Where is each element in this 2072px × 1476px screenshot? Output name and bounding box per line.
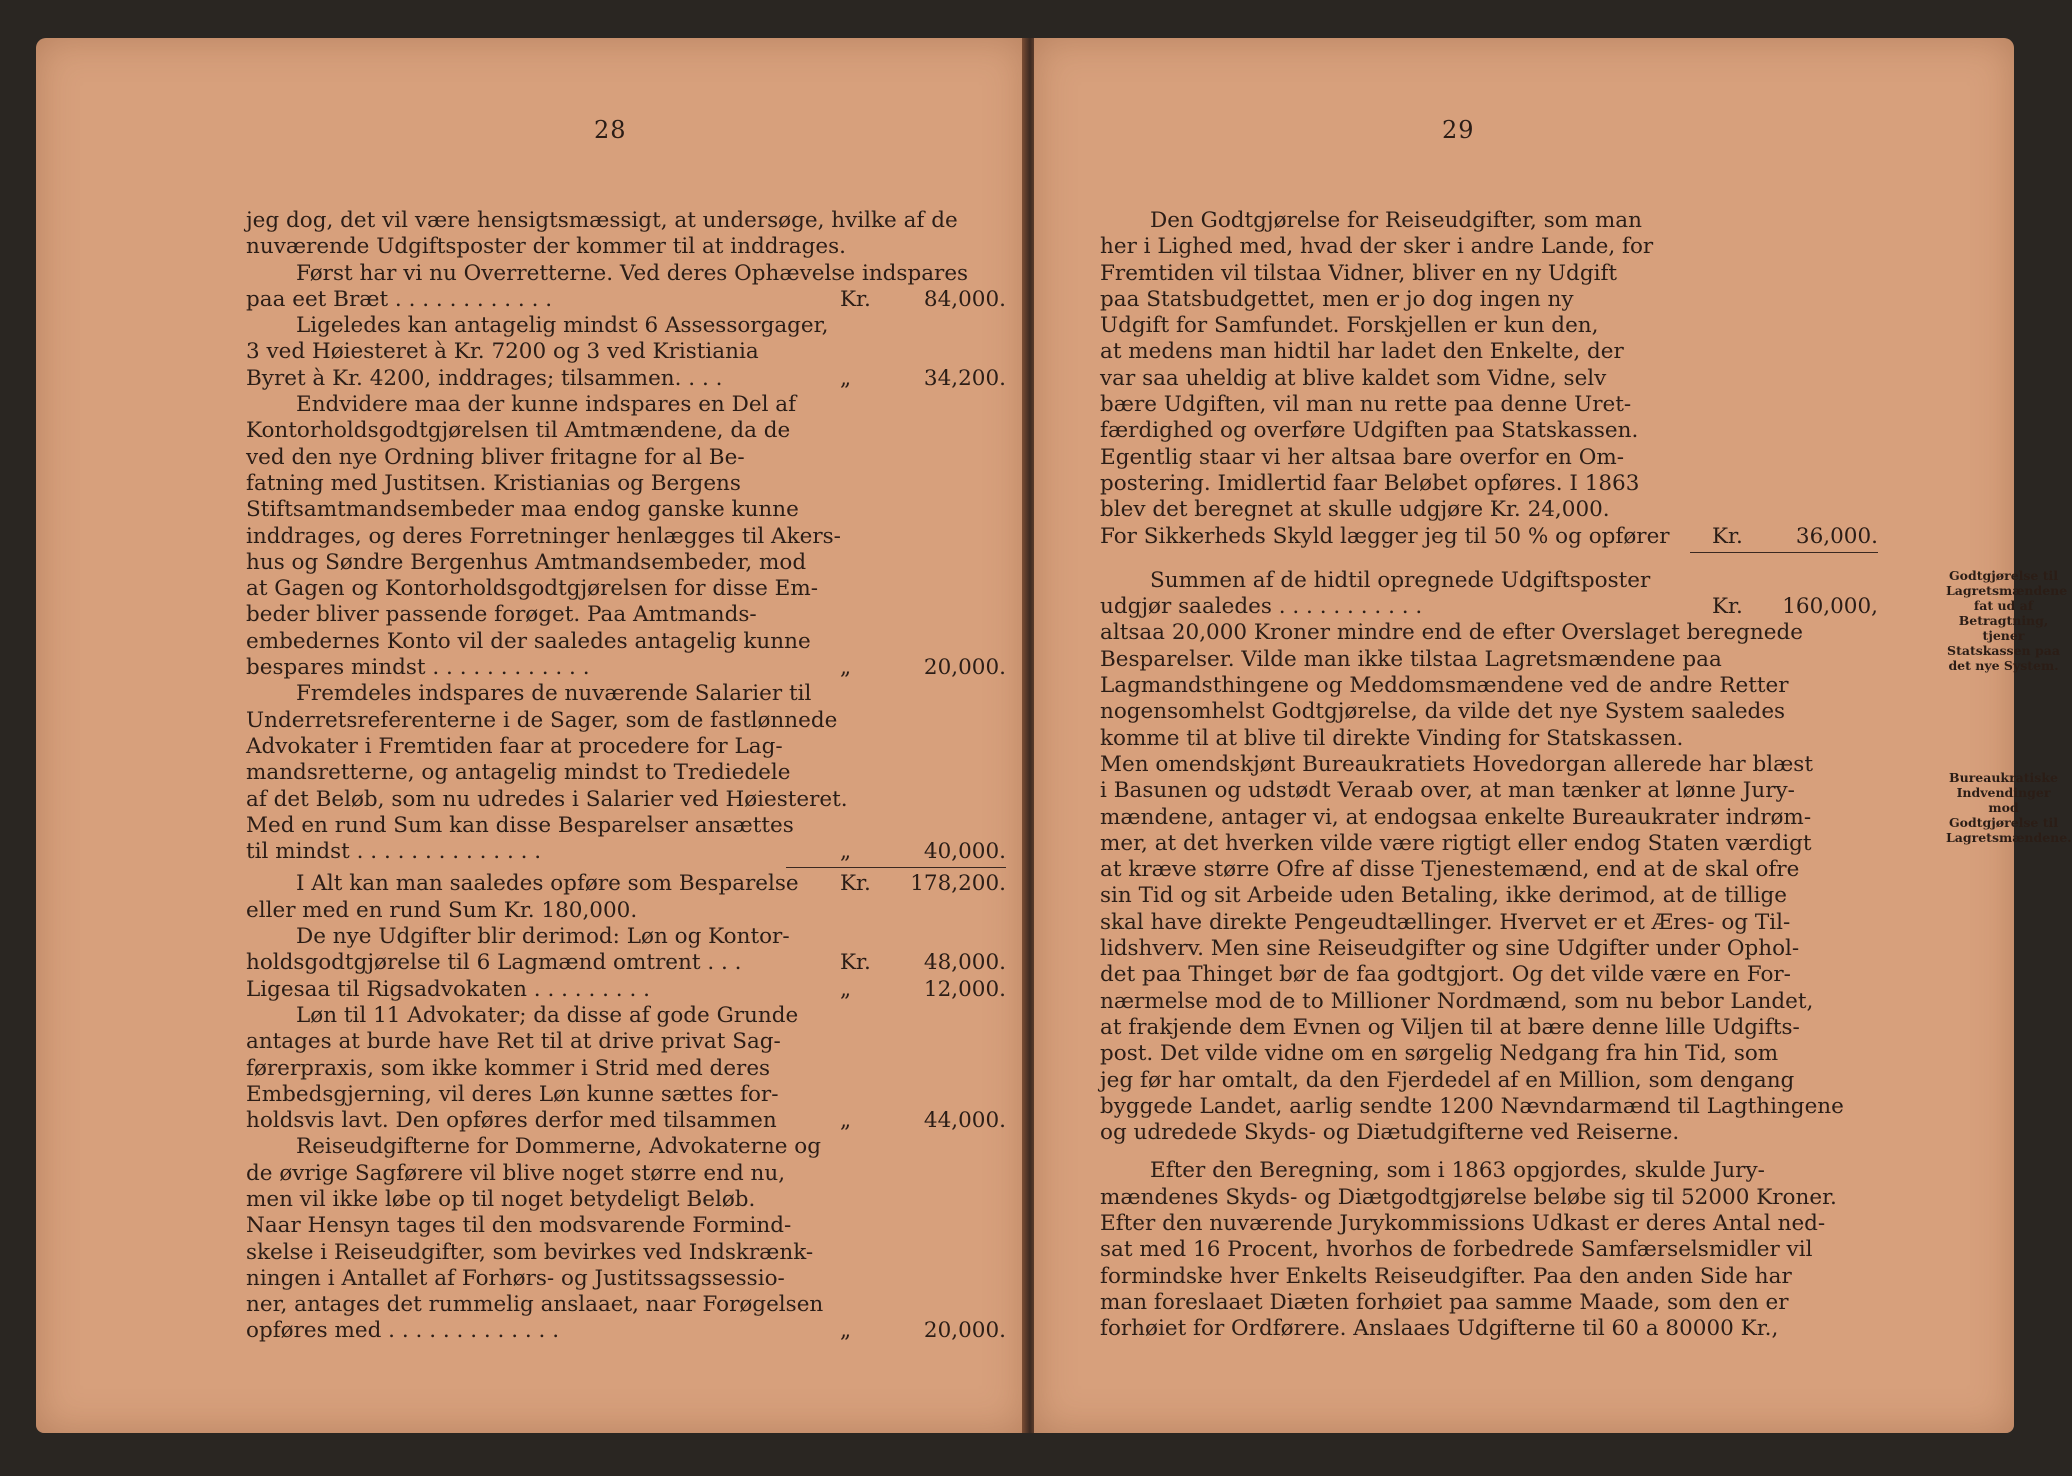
sum-rule [786,867,1006,868]
text-line [1100,418,1878,444]
line-text: og udredede Skyds- og Diætudgifterne ved Reiserne. [1100,1120,1680,1146]
right-text-column [1100,208,1878,1342]
amount-column [834,977,1006,1003]
text-line [1100,831,1878,857]
line-text: Udgift for Samfundet. Forskjellen er kun den, [1100,313,1599,339]
line-text: ner, antages det rummelig anslaaet, naar Forøgelsen [246,1292,824,1318]
line-text: Naar Hensyn tages til den modsvarende Formind- [246,1213,792,1239]
text-line [1100,594,1878,620]
line-text: Efter den nuværende Jurykommissions Udkast er deres Antal ned- [1100,1210,1826,1236]
amount-value: 34,200. [923,365,1006,391]
text-line [1100,1316,1878,1342]
amount-value: 84,000. [923,286,1006,312]
text-line [246,977,1006,1003]
sum-rule [1690,552,1878,553]
line-text: antages at burde have Ret til at drive privat Sag- [246,1029,781,1055]
line-text: komme til at blive til direkte Vinding for Statskassen. [1100,725,1684,751]
text-line [246,366,1006,392]
amount-column [1706,594,1878,620]
right-page [1034,38,2072,1433]
line-text: at medens man hidtil har ladet den Enkelte, der [1100,339,1624,365]
text-line [1100,620,1878,646]
currency-mark: Kr. [1712,594,1743,620]
line-text: Med en rund Sum kan disse Besparelser ansættes [246,812,794,838]
amount-value: 40,000. [923,839,1006,865]
text-line [246,924,1006,950]
text-line [1100,1237,1878,1263]
text-line [246,629,1006,655]
amount-column [834,950,1006,976]
text-line [246,1292,1006,1318]
text-line [1100,1015,1878,1041]
text-line [246,1187,1006,1213]
text-line [246,497,1006,523]
amount-value: 36,000. [1795,523,1878,549]
text-line [1100,1068,1878,1094]
currency-mark: „ [840,655,852,681]
text-line [1100,1264,1878,1290]
text-line [246,550,1006,576]
line-text: blev det beregnet at skulle udgjøre Kr. 24,000. [1100,497,1610,523]
line-text: nogensomhelst Godtgjørelse, da vilde det nye System saaledes [1100,699,1786,725]
margin-note: Bureaukratiske Indvendinger mod Godtgjørelse til Lagretsmændene. [1946,770,2072,845]
text-line [246,602,1006,628]
line-text: Summen af de hidtil opregnede Udgiftsposter [1150,567,1651,593]
text-line [1100,1158,1878,1184]
text-line [246,950,1006,976]
paragraph-gap [1100,556,1878,568]
currency-mark: „ [840,976,852,1002]
line-text: Besparelser. Vilde man ikke tilstaa Lagretsmændene paa [1100,646,1722,672]
text-line [246,287,1006,313]
amount-value: 44,000. [923,1108,1006,1134]
line-text: var saa uheldig at blive kaldet som Vidne, selv [1100,365,1607,391]
line-text: skal have direkte Pengeudtællinger. Hvervet er et Æres- og Til- [1100,909,1791,935]
line-text: Fremdeles indspares de nuværende Salarier til [296,681,812,707]
text-line [246,734,1006,760]
text-line [1100,647,1878,673]
line-text: Løn til 11 Advokater; da disse af gode Grunde [296,1002,799,1028]
text-line [246,576,1006,602]
currency-mark: „ [840,365,852,391]
text-line [246,1108,1006,1134]
line-text: beder bliver passende forøget. Paa Amtmands- [246,602,757,628]
text-line [1100,778,1878,804]
amount-column [1706,524,1878,550]
paragraph-gap [1100,1146,1878,1158]
line-text: inddrages, og deres Forretninger henlægges til Akers- [246,523,841,549]
text-line [246,445,1006,471]
line-text: paa Statsbudgettet, men er jo dog ingen ny [1100,286,1574,312]
line-text: bespares mindst . . . . . . . . . . . . [246,655,590,681]
text-line [246,681,1006,707]
text-line [246,839,1006,865]
amount-column [834,287,1006,313]
text-line [1100,234,1878,260]
line-text: embedernes Konto vil der saaledes antagelig kunne [246,628,811,654]
text-line [246,708,1006,734]
amount-column [834,839,1006,865]
text-line [1100,1094,1878,1120]
line-text: at frakjende dem Evnen og Viljen til at bære denne lille Udgifts- [1100,1014,1800,1040]
line-text: Efter den Beregning, som i 1863 opgjordes, skulde Jury- [1150,1158,1765,1184]
text-line [1100,568,1878,594]
text-line [1100,366,1878,392]
text-line [1100,497,1878,523]
page-number: 28 [594,116,627,144]
line-text: at Gagen og Kontorholdsgodtgjørelsen for disse Em- [246,576,819,602]
line-text: eller med en rund Sum Kr. 180,000. [246,897,638,923]
text-line [246,760,1006,786]
text-line [1100,883,1878,909]
text-line [1100,445,1878,471]
text-line [1100,989,1878,1015]
line-text: Men omendskjønt Bureaukratiets Hovedorgan allerede har blæst [1100,751,1813,777]
amount-value: 48,000. [923,950,1006,976]
text-line [246,1056,1006,1082]
line-text: udgjør saaledes . . . . . . . . . . . [1100,594,1423,620]
line-text: i Basunen og udstødt Veraab over, at man tænker at lønne Jury- [1100,778,1795,804]
text-line [246,1003,1006,1029]
line-text: Lagmandsthingene og Meddomsmændene ved de andre Retter [1100,673,1789,699]
currency-mark: Kr. [840,286,871,312]
text-line [246,655,1006,681]
text-line [246,471,1006,497]
line-text: mer, at det hverken vilde være rigtigt eller endog Staten værdigt [1100,830,1812,856]
line-text: til mindst . . . . . . . . . . . . . . [246,839,542,865]
left-page [36,38,1026,1433]
text-line [246,392,1006,418]
text-line [1100,752,1878,778]
amount-value: 12,000. [923,976,1006,1002]
line-text: sat med 16 Procent, hvorhos de forbedrede Samfærselsmidler vil [1100,1237,1813,1263]
line-text: fatning med Justitsen. Kristianias og Bergens [246,470,741,496]
text-line [1100,1041,1878,1067]
text-line [246,1134,1006,1160]
text-line [1100,339,1878,365]
currency-mark: „ [840,1108,852,1134]
currency-mark: Kr. [840,871,871,897]
text-line [1100,699,1878,725]
line-text: 3 ved Høiesteret à Kr. 7200 og 3 ved Kristiania [246,339,759,365]
line-text: Byret à Kr. 4200, inddrages; tilsammen. . . . [246,365,723,391]
text-line [246,871,1006,897]
line-text: nærmelse mod de to Millioner Nordmænd, som nu bebor Landet, [1100,988,1814,1014]
amount-value: 160,000, [1782,594,1878,620]
line-text: det paa Thinget bør de faa godtgjort. Og det vilde være en For- [1100,962,1791,988]
text-line [1100,392,1878,418]
text-line [1100,1211,1878,1237]
currency-mark: „ [840,1318,852,1344]
line-text: formindske hver Enkelts Reiseudgifter. Paa den anden Side har [1100,1263,1792,1289]
text-line [1100,471,1878,497]
line-text: hus og Søndre Bergenhus Amtmandsembeder, mod [246,549,807,575]
line-text: sin Tid og sit Arbeide uden Betaling, ikke derimod, at de tillige [1100,883,1787,909]
line-text: paa eet Bræt . . . . . . . . . . . . [246,286,553,312]
text-line [1100,208,1878,234]
text-line [1100,910,1878,936]
text-line [1100,805,1878,831]
line-text: holdsvis lavt. Den opføres derfor med tilsammen [246,1108,777,1134]
amount-value: 178,200. [910,871,1006,897]
line-text: post. Det vilde vidne om en sørgelig Nedgang fra hin Tid, som [1100,1041,1779,1067]
text-line [1100,936,1878,962]
currency-mark: Kr. [840,950,871,976]
margin-note: Godtgjørelse til Lagretsmændene fat ud af Betragtning, tjener Statskassen paa det nye System. [1946,568,2068,673]
text-line [1100,962,1878,988]
line-text: jeg før har omtalt, da den Fjerdedel af en Million, som dengang [1100,1067,1795,1093]
text-line [1100,726,1878,752]
line-text: For Sikkerheds Skyld lægger jeg til 50 % og opfører [1100,523,1670,549]
amount-column [834,366,1006,392]
line-text: forhøiet for Ordførere. Anslaaes Udgifterne til 60 a 80000 Kr., [1100,1316,1779,1342]
line-text: I Alt kan man saaledes opføre som Besparelse [296,871,799,897]
amount-value: 20,000. [923,655,1006,681]
text-line [1100,313,1878,339]
line-text: Den Godtgjørelse for Reiseudgifter, som man [1150,208,1642,233]
text-line [246,1082,1006,1108]
text-line [1100,1185,1878,1211]
text-line [246,339,1006,365]
line-text: her i Lighed med, hvad der sker i andre Lande, for [1100,234,1654,260]
line-text: Embedsgjerning, vil deres Løn kunne sættes for- [246,1081,779,1107]
line-text: De nye Udgifter blir derimod: Løn og Kontor- [296,924,790,950]
text-line [246,1161,1006,1187]
text-line [246,1029,1006,1055]
line-text: man foreslaaet Diæten forhøiet paa samme Maade, som den er [1100,1289,1789,1315]
line-text: mændene, antager vi, at endogsaa enkelte Bureaukrater indrøm- [1100,804,1812,830]
text-line [246,1240,1006,1266]
line-text: at kræve større Ofre af disse Tjenestemænd, end at de skal ofre [1100,857,1800,883]
text-line [1100,1290,1878,1316]
line-text: bære Udgiften, vil man nu rette paa denne Uret- [1100,392,1632,418]
line-text: men vil ikke løbe op til noget betydeligt Beløb. [246,1186,756,1212]
line-text: altsaa 20,000 Kroner mindre end de efter Overslaget beregnede [1100,620,1803,646]
line-text: de øvrige Sagførere vil blive noget større end nu, [246,1160,786,1186]
line-text: Reiseudgifterne for Dommerne, Advokaterne og [296,1134,821,1160]
text-line [246,1213,1006,1239]
amount-column [834,1318,1006,1344]
line-text: postering. Imidlertid faar Beløbet opføres. I 1863 [1100,470,1640,496]
line-text: holdsgodtgjørelse til 6 Lagmænd omtrent . . . [246,950,742,976]
amount-value: 20,000. [923,1318,1006,1344]
line-text: Endvidere maa der kunne indspares en Del af [296,392,797,418]
text-line [246,787,1006,813]
line-text: førerpraxis, som ikke kommer i Strid med deres [246,1055,771,1081]
currency-mark: Kr. [1712,523,1743,549]
line-text: jeg dog, det vil være hensigtsmæssigt, at undersøge, hvilke af de [246,208,958,233]
line-text: Ligeledes kan antagelig mindst 6 Assessorgager, [296,313,829,339]
text-line [1100,287,1878,313]
line-text: byggede Landet, aarlig sendte 1200 Nævndarmænd til Lagthingene [1100,1093,1844,1119]
line-text: mandsretterne, og antagelig mindst to Trediedele [246,760,791,786]
amount-column [834,871,1006,897]
amount-column [834,1108,1006,1134]
text-line [246,208,1006,234]
line-text: færdighed og overføre Udgiften paa Statskassen. [1100,418,1639,444]
text-line [246,1266,1006,1292]
amount-column [834,655,1006,681]
line-text: Underretsreferenterne i de Sager, som de fastlønnede [246,707,838,733]
text-line [246,1318,1006,1344]
left-text-column [246,208,1006,1345]
line-text: ningen i Antallet af Forhørs- og Justitssagssessio- [246,1265,785,1291]
line-text: af det Beløb, som nu udredes i Salarier ved Høiesteret. [246,786,848,812]
text-line [246,234,1006,260]
line-text: opføres med . . . . . . . . . . . . . [246,1318,560,1344]
line-text: Først har vi nu Overretterne. Ved deres Ophævelse indspares [296,260,969,286]
line-text: Advokater i Fremtiden faar at procedere for Lag- [246,733,783,759]
text-line [246,261,1006,287]
line-text: ved den nye Ordning bliver fritagne for al Be- [246,444,745,470]
line-text: Ligesaa til Rigsadvokaten . . . . . . . . . [246,976,650,1002]
text-line [246,898,1006,924]
text-line [246,813,1006,839]
text-line [1100,261,1878,287]
line-text: Kontorholdsgodtgjørelsen til Amtmændene, da de [246,418,791,444]
text-line [246,524,1006,550]
text-line [1100,673,1878,699]
line-text: Fremtiden vil tilstaa Vidner, bliver en ny Udgift [1100,260,1618,286]
line-text: Stiftsamtmandsembeder maa endog ganske kunne [246,497,799,523]
text-line [1100,524,1878,550]
text-line [1100,857,1878,883]
currency-mark: „ [840,839,852,865]
text-line [246,313,1006,339]
text-line [1100,1120,1878,1146]
line-text: nuværende Udgiftsposter der kommer til at inddrages. [246,234,846,260]
text-line [246,418,1006,444]
line-text: mændenes Skyds- og Diætgodtgjørelse beløbe sig til 52000 Kroner. [1100,1184,1837,1210]
page-number: 29 [1442,116,1475,144]
line-text: Egentlig staar vi her altsaa bare overfor en Om- [1100,444,1625,470]
line-text: lidshverv. Men sine Reiseudgifter og sine Udgifter under Ophol- [1100,936,1800,962]
line-text: skelse i Reiseudgifter, som bevirkes ved Indskrænk- [246,1239,814,1265]
